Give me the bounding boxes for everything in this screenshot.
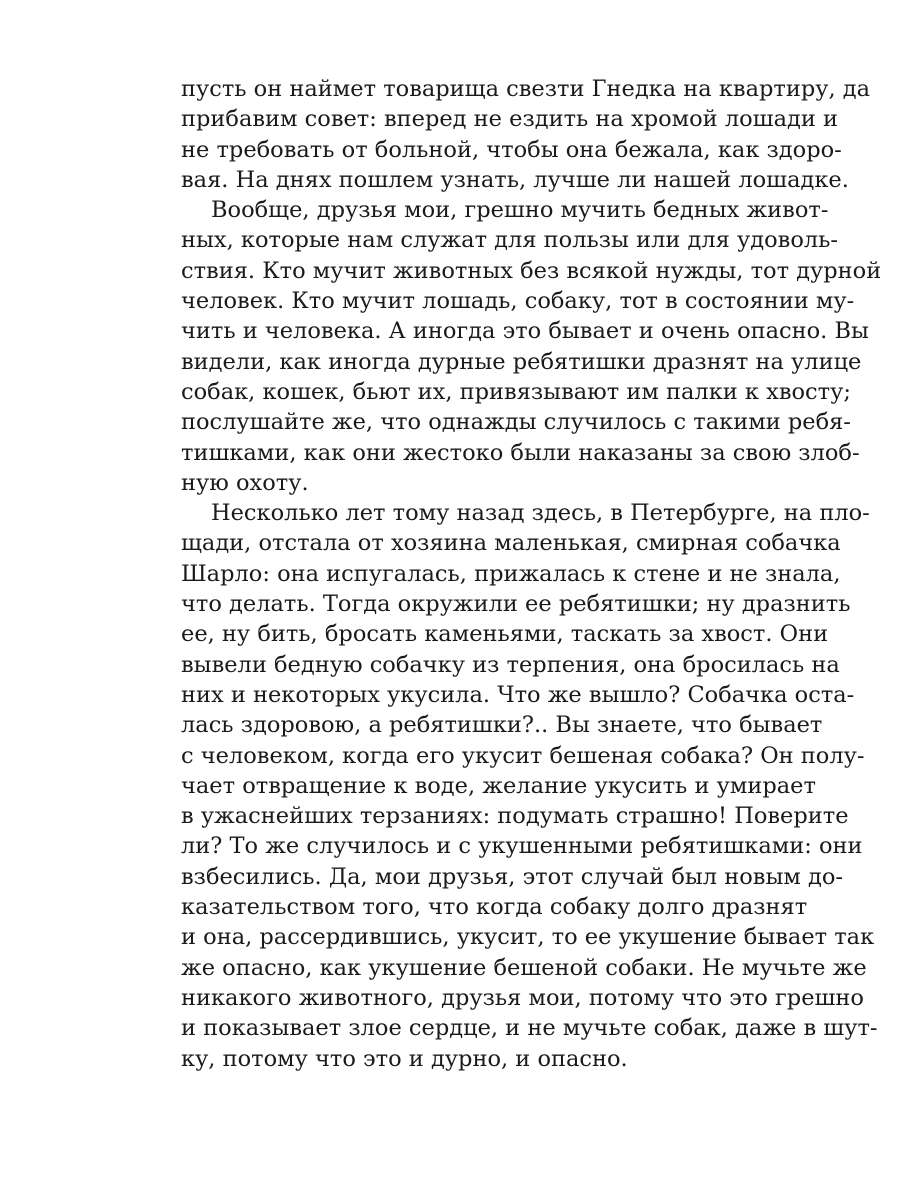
text-line: чает отвращение к воде, желание укусить и умирает	[181, 772, 816, 799]
text-line: пусть он наймет товарища свезти Гнедка на квартиру, да	[181, 76, 871, 102]
text-line: видели, как иногда дурные ребятишки дразнят на улице	[181, 348, 862, 375]
text-line: и она, рассердившись, укусит, то ее укушение бывает так	[181, 924, 875, 951]
text-line: взбесились. Да, мои друзья, этот случай был новым до-	[181, 863, 844, 890]
text-line: Шарло: она испугалась, прижалась к стене и не знала,	[181, 560, 841, 587]
text-line: с человеком, когда его укусит бешеная собака? Он полу-	[181, 742, 865, 769]
text-line: собак, кошек, бьют их, привязывают им палки к хвосту;	[181, 378, 851, 405]
text-line: ли? То же случилось и с укушенными ребятишками: они	[181, 833, 863, 860]
text-line: вая. На днях пошлем узнать, лучше ли нашей лошадке.	[181, 166, 849, 193]
text-line: вывели бедную собачку из терпения, она бросилась на	[181, 651, 840, 678]
text-line: в ужаснейших терзаниях: подумать страшно! Поверите	[181, 803, 849, 830]
text-line: казательством того, что когда собаку долго дразнят	[181, 894, 808, 921]
text-line: послушайте же, что однажды случилось с такими ребя-	[181, 409, 851, 436]
text-line: не требовать от больной, чтобы она бежала, как здоро-	[181, 136, 842, 163]
text-line: ных, которые нам служат для пользы или для удоволь-	[181, 227, 839, 254]
text-line: Вообще, друзья мои, грешно мучить бедных живот-	[211, 197, 829, 224]
paragraph-1	[181, 74, 871, 195]
text-line: ную охоту.	[181, 469, 309, 496]
text-line: прибавим совет: вперед не ездить на хромой лошади и	[181, 106, 839, 133]
text-line: что делать. Тогда окружили ее ребятишки; ну дразнить	[181, 591, 851, 618]
text-line: лась здоровою, а ребятишки?.. Вы знаете, что бывает	[181, 712, 823, 739]
paragraph-3	[181, 498, 878, 1074]
text-line: Несколько лет тому назад здесь, в Петербурге, на пло-	[211, 500, 870, 527]
text-line: ку, потому что это и дурно, и опасно.	[181, 1045, 628, 1072]
text-line: человек. Кто мучит лошадь, собаку, тот в состоянии му-	[181, 288, 855, 315]
text-line: щади, отстала от хозяина маленькая, смирная собачка	[181, 530, 841, 557]
body-text	[181, 74, 882, 1074]
text-line: и показывает злое сердце, и не мучьте собак, даже в шут-	[181, 1015, 878, 1042]
text-line: ее, ну бить, бросать каменьями, таскать за хвост. Они	[181, 621, 829, 648]
text-line: ствия. Кто мучит животных без всякой нужды, тот дурной	[181, 257, 882, 284]
text-line: них и некоторых укусила. Что же вышло? Собачка оста-	[181, 681, 855, 708]
text-line: чить и человека. А иногда это бывает и очень опасно. Вы	[181, 318, 869, 345]
text-line: же опасно, как укушение бешеной собаки. Не мучьте же	[181, 954, 867, 981]
text-line: никакого животного, друзья мои, потому что это грешно	[181, 984, 864, 1011]
paragraph-2	[181, 195, 882, 498]
text-line: тишками, как они жестоко были наказаны за свою злоб-	[181, 439, 860, 466]
